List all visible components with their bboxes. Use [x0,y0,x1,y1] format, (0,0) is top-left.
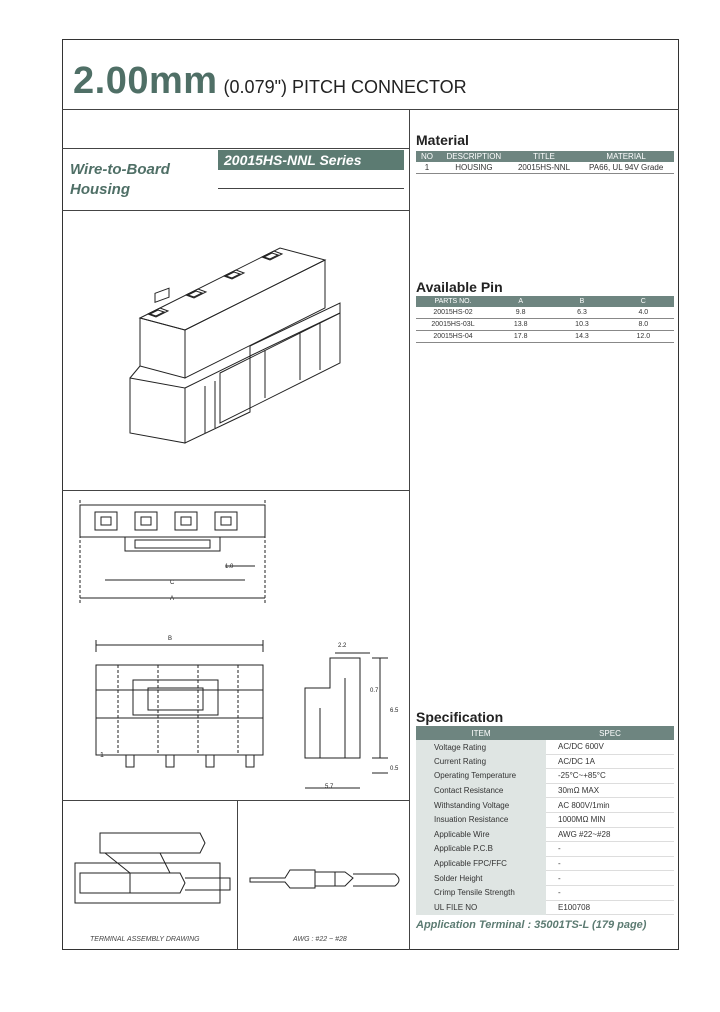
material-heading: Material [416,132,469,148]
terminal-assembly-caption: TERMINAL ASSEMBLY DRAWING [90,936,200,943]
pin-part: 20015HS-02 [416,307,490,319]
spec-item: Voltage Rating [416,740,546,754]
spec-item: Solder Height [416,871,546,886]
material-col-title: TITLE [510,151,579,162]
table-row [416,754,674,769]
dim-label-c: C [170,580,175,586]
pin-c: 8.0 [613,319,674,331]
spec-value: - [546,871,674,886]
pin-part: 20015HS-04 [416,331,490,343]
available-pin-heading: Available Pin [416,279,503,295]
material-col-no: NO [416,151,438,162]
spec-item: Contact Resistance [416,783,546,798]
pin-col-c: C [613,296,674,307]
material-header-row [416,151,674,162]
category-bottom-line [62,210,409,211]
awg-caption: AWG : #22 ~ #28 [293,936,347,943]
spec-item: UL FILE NO [416,900,546,915]
dim-label-5-7: 5.7 [325,784,334,790]
table-row [416,871,674,886]
pitch-size: 2.00mm [73,60,218,102]
spec-value: AC/DC 1A [546,754,674,769]
spec-item: Applicable P.C.B [416,842,546,857]
table-row [416,783,674,798]
table-row [416,812,674,827]
table-row [416,900,674,915]
front-view-drawing [88,640,278,775]
pin-part: 20015HS-03L [416,319,490,331]
spec-col-spec: SPEC [546,726,674,740]
spec-value: AC/DC 600V [546,740,674,754]
spec-header-row [416,726,674,740]
spec-value: AC 800V/1min [546,798,674,813]
spec-item: Applicable FPC/FFC [416,856,546,871]
top-view-drawing [75,500,275,610]
material-no: 1 [416,162,438,174]
spec-item: Applicable Wire [416,827,546,842]
spec-value: AWG #22~#28 [546,827,674,842]
table-row [416,162,674,174]
pin-c: 4.0 [613,307,674,319]
dim-label-a: A [170,596,175,602]
dim-label-2-2: 2.2 [338,643,347,649]
spec-value: - [546,842,674,857]
pin-c: 12.0 [613,331,674,343]
category-line-2: Housing [70,181,130,198]
pin-header-row [416,296,674,307]
table-row [416,798,674,813]
dim-label-1-0: 1.0 [225,564,234,570]
column-divider [409,109,410,950]
pin-a: 17.8 [490,331,551,343]
spec-value: - [546,856,674,871]
pin-a: 9.8 [490,307,551,319]
category-divider [62,148,409,149]
spec-item: Withstanding Voltage [416,798,546,813]
category-line-1: Wire-to-Board [70,161,170,178]
table-row [416,740,674,754]
table-row [416,331,674,343]
spec-value: - [546,885,674,900]
table-row [416,307,674,319]
pin-col-b: B [551,296,612,307]
spec-value: E100708 [546,900,674,915]
application-terminal: Application Terminal : 35001TS-L (179 page) [416,919,647,931]
spec-item: Crimp Tensile Strength [416,885,546,900]
title-rest: (0.079") PITCH CONNECTOR [223,77,467,97]
spec-item: Insuation Resistance [416,812,546,827]
material-desc: HOUSING [438,162,510,174]
material-title: 20015HS-NNL [510,162,579,174]
title-divider [62,109,679,110]
table-row [416,842,674,857]
material-value: PA66, UL 94V Grade [578,162,674,174]
pin-a: 13.8 [490,319,551,331]
table-row [416,885,674,900]
terminal-drawing [245,858,405,908]
pin1-label: 1 [100,752,104,759]
table-row [416,319,674,331]
series-label: 20015HS-NNL Series [218,150,404,170]
specification-table [416,726,674,915]
table-row [416,827,674,842]
spec-item: Operating Temperature [416,769,546,784]
pin-b: 10.3 [551,319,612,331]
spec-value: 1000MΩ MIN [546,812,674,827]
housing-isometric-drawing [120,228,360,458]
pin-col-parts: PARTS NO. [416,296,490,307]
table-row [416,769,674,784]
series-underline [218,188,404,189]
dim-label-0-7: 0.7 [370,688,379,694]
available-pin-table [416,296,674,343]
dim-label-6-5: 6.5 [390,708,399,714]
pin-b: 14.3 [551,331,612,343]
dims-panel-bottom [62,800,409,801]
material-col-material: MATERIAL [578,151,674,162]
table-row [416,856,674,871]
terminal-divider [237,800,238,950]
material-table [416,151,674,174]
spec-value: -25°C~+85°C [546,769,674,784]
dim-label-0-5: 0.5 [390,766,399,772]
category-label [70,160,170,200]
spec-col-item: ITEM [416,726,546,740]
page-title [73,60,467,103]
spec-value: 30mΩ MAX [546,783,674,798]
specification-heading: Specification [416,709,504,725]
terminal-assembly-drawing [70,828,235,908]
pin-b: 6.3 [551,307,612,319]
dim-label-b: B [168,636,173,642]
pin-col-a: A [490,296,551,307]
material-col-desc: DESCRIPTION [438,151,510,162]
side-view-drawing [300,648,400,798]
iso-panel-bottom [62,490,409,491]
spec-item: Current Rating [416,754,546,769]
